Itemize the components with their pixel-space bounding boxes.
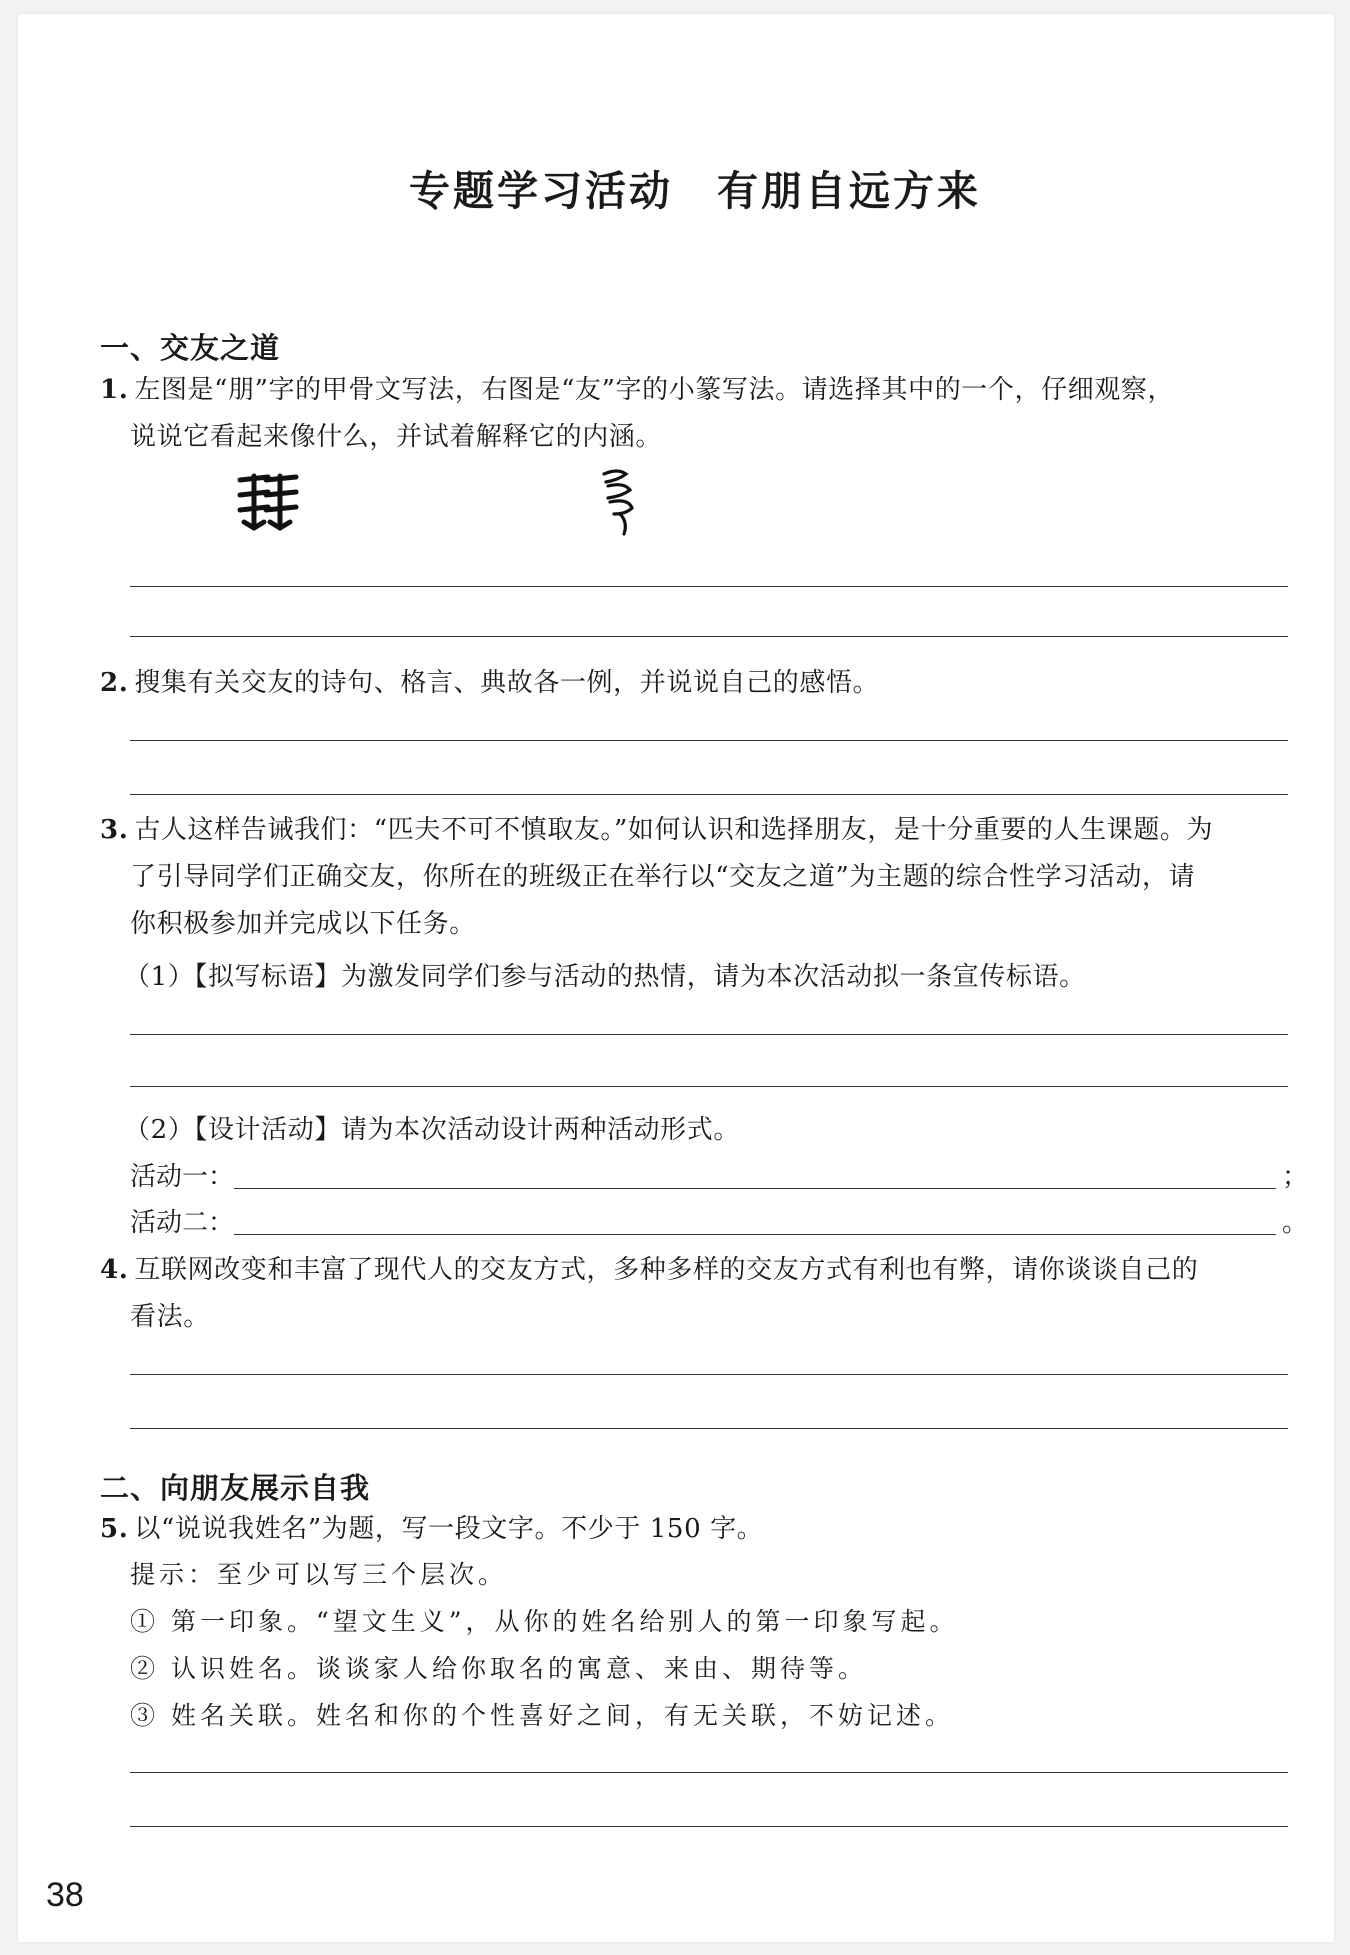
activity2-input-line[interactable] [234,1234,1276,1235]
q4-line1: 4. 互联网改变和丰富了现代人的交友方式，多种多样的交友方式有利也有弊，请你谈谈自己的 [100,1255,1199,1285]
answer-line[interactable] [130,740,1288,741]
q3-line1: 3. 古人这样告诫我们：“匹夫不可不慎取友。”如何认识和选择朋友，是十分重要的人生课题。为 [100,815,1214,845]
page-number: 38 [46,1876,84,1914]
activity2-fill: 活动二： 。 [130,1208,1309,1238]
answer-line[interactable] [130,586,1288,587]
small-seal-you-glyph-icon [598,466,642,538]
activity1-fill: 活动一： ； [130,1162,1309,1192]
q5-hint-title: 提示：至少可以写三个层次。 [130,1560,508,1589]
answer-line[interactable] [130,1034,1288,1035]
q4-line2: 看法。 [130,1302,210,1332]
q3-task2: （2）【设计活动】请为本次活动设计两种活动形式。 [124,1115,740,1145]
answer-line[interactable] [130,1428,1288,1429]
oracle-bone-peng-glyph-icon [236,470,306,534]
q1-line2: 说说它看起来像什么，并试着解释它的内涵。 [130,422,663,452]
q5-hint3: ③ 姓名关联。姓名和你的个性喜好之间，有无关联，不妨记述。 [130,1701,954,1730]
answer-line[interactable] [130,1826,1288,1827]
page-title [0,158,1350,217]
q5-hint2: ② 认识姓名。谈谈家人给你取名的寓意、来由、期待等。 [130,1654,867,1683]
answer-line[interactable] [130,636,1288,637]
activity1-label: 活动一： [130,1162,235,1192]
q5-text: 5. 以“说说我姓名”为题，写一段文字。不少于 150 字。 [100,1514,764,1544]
q2-text: 2. 搜集有关交友的诗句、格言、典故各一例，并说说自己的感悟。 [100,668,880,698]
answer-line[interactable] [130,794,1288,795]
answer-line[interactable] [130,1086,1288,1087]
title-part1: 专题学习活动 [409,167,673,215]
answer-line[interactable] [130,1772,1288,1773]
section2-heading: 二、向朋友展示自我 [100,1471,371,1505]
q5-hint1: ① 第一印象。“望文生义”，从你的姓名给别人的第一印象写起。 [130,1607,959,1636]
activity1-input-line[interactable] [234,1188,1276,1189]
answer-line[interactable] [130,1374,1288,1375]
q1-line1: 1. 左图是“朋”字的甲骨文写法，右图是“友”字的小篆写法。请选择其中的一个，仔细观察， [100,375,1175,405]
q3-line3: 你积极参加并完成以下任务。 [130,909,476,939]
title-part2: 有朋自远方来 [717,167,981,215]
section1-heading: 一、交友之道 [100,331,281,365]
q3-task1: （1）【拟写标语】为激发同学们参与活动的热情，请为本次活动拟一条宣传标语。 [124,962,1086,992]
q3-line2: 了引导同学们正确交友，你所在的班级正在举行以“交友之道”为主题的综合性学习活动，请 [130,862,1196,892]
activity2-label: 活动二： [130,1208,235,1238]
